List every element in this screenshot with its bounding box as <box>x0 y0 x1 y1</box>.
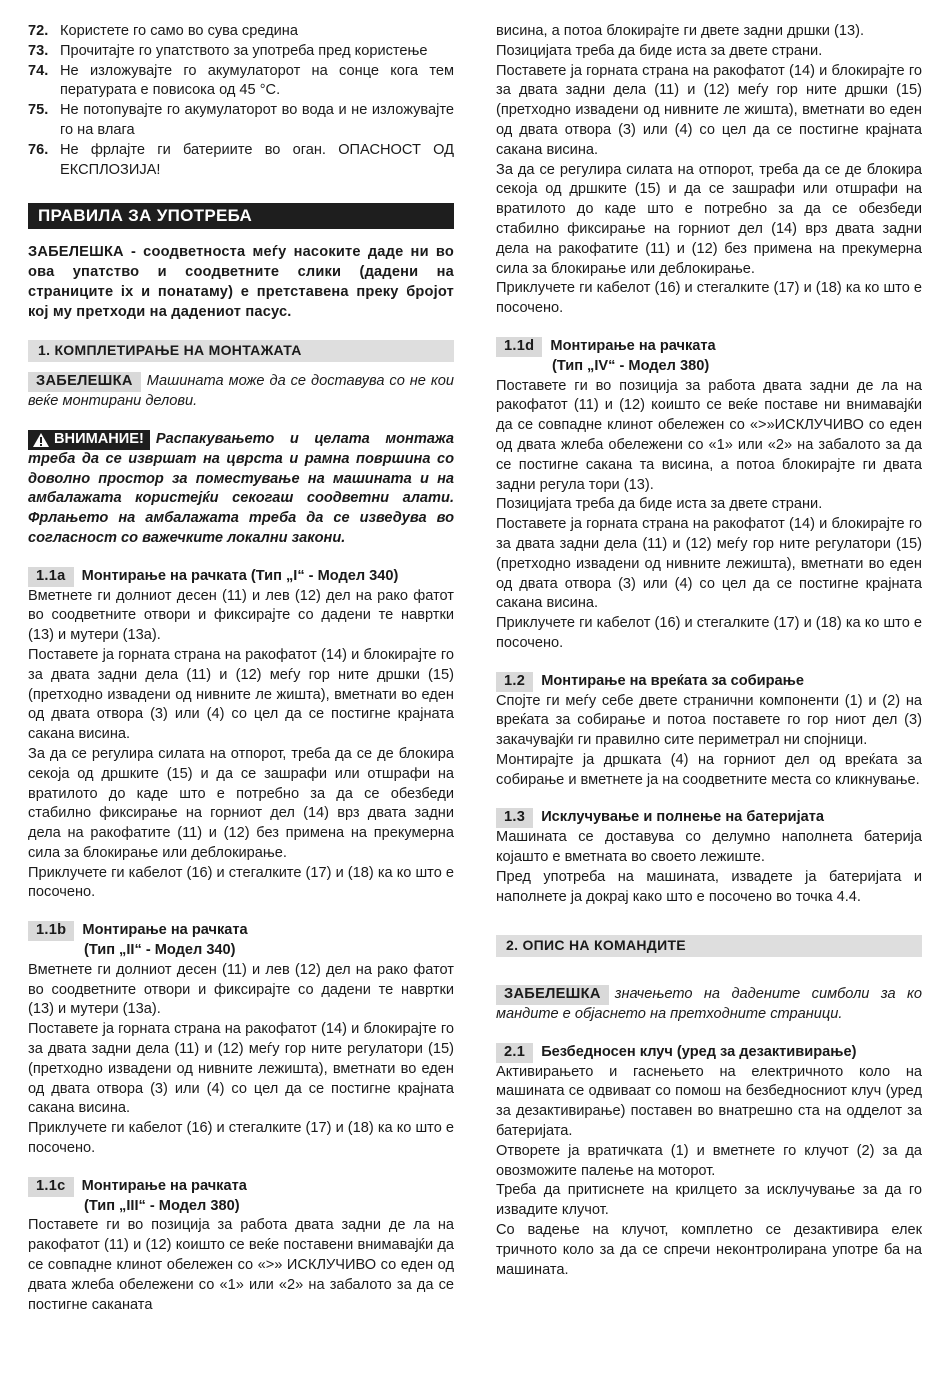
heading-subtitle: (Тип „IV“ - Модел 380) <box>552 357 710 374</box>
section-tag: 1.1a <box>28 567 74 587</box>
intro-note: ЗАБЕЛЕШКА - соодветноста меѓу насоките даде ни во ова упатство и соодветните слики (дадени на страниците iх и понатаму) е претставена преку бројот кој му претходи на дадениот пасус. <box>28 244 454 320</box>
warning-badge <box>28 430 150 450</box>
list-item: 75. Не потопувајте го акумулаторот во вода и не изложувајте го на влага <box>28 102 454 138</box>
warning-block <box>28 430 454 549</box>
right-column <box>496 22 922 1280</box>
heading-1-1b <box>28 921 454 961</box>
paragraph: Машината се доставува со делумно наполнета батерија којашто е вметната во своето лежиште. <box>496 829 922 866</box>
list-item: 74. Не изложувајте го акумулаторот на сонце кога тем пературата е повисока од 45 °С. <box>28 62 454 99</box>
heading-subtitle: (Тип „III“ - Модел 380) <box>84 1197 240 1214</box>
paragraph: Отворете ја вратичката (1) и вметнете го клучот (2) за да овозможите палење на моторот. <box>496 1142 922 1179</box>
heading-1-1a <box>28 567 454 587</box>
list-item: 73. Прочитајте го упатството за употреба пред користење <box>28 42 428 59</box>
subsection-title-controls: 2. ОПИС НА КОМАНДИТЕ <box>496 935 922 957</box>
heading-title: Монтирање на рачката <box>550 337 716 354</box>
paragraph: Поставете ја горната страна на ракофатот (14) и блокирајте го за двата задни дела (11) и (12) меѓу гор ните регулатори (15) (претходно извадени од нивните лежишта), вметнати во еден од двата отвора (3) или (4) со цел да се постигне крајната сакана висина. <box>496 516 922 612</box>
heading-title: Монтирање на вреќата за собирање <box>541 672 804 689</box>
warning-triangle-icon <box>32 432 50 448</box>
subsection-title-assembly: 1. КОМПЛЕТИРАЊЕ НА МОНТАЖАТА <box>28 340 454 362</box>
paragraph: Вметнете ги долниот десен (11) и лев (12) дел на рако фатот во соодветните отвори и фиксирајте со дадени те навртки (13) и мутери (13а). <box>28 587 454 644</box>
note-text: Машината може да се доставува со не кои веќе монтирани делови. <box>28 373 454 409</box>
heading-1-2 <box>496 672 922 692</box>
paragraph: Поставете ги во позиција за работа двата задни де ла на ракофатот (11) и (12) коишто се веќе поставе ни внимавајќи да се совпадне клинот обележен со «>»ИСКЛУЧИВО со еден од двата жлеба обележени со «1» или «2» на забалото за да се постигне сакана та висина, а потоа блокирајте ги двата задни регула тори (13). <box>496 377 922 493</box>
heading-1-1d <box>496 337 922 377</box>
paragraph: За да се регулира силата на отпорот, треба да се де блокира секоја од дршките (15) и да се зашрафи или отшрафи на вратилото до каде што е потребно за да се обезбеди стабилно фиксирање на горниот дел (14) врз двата задни дела на ракофатите (11) и (12) без примена на прекумерна сила за блокирање или деблокирање. <box>28 745 454 861</box>
warning-text: Распакувањето и целата монтажа треба да се извршат на цврста и рамна површина со доволно простор за поместување на машината и на амбалажата користејќи секогаш соодветни алати. Фрлањето на амбалажата треба да се изведува во согласност со важечките локални закони. <box>28 430 454 546</box>
list-item: 76. Не фрлајте ги батериите во оган. ОПАСНОСТ ОД ЕКСПЛОЗИЈА! <box>28 141 454 178</box>
heading-title: Исклучување и полнење на батеријата <box>541 809 825 826</box>
heading-2-1 <box>496 1043 922 1063</box>
section-tag: 1.1d <box>496 337 542 357</box>
paragraph: Вметнете ги долниот десен (11) и лев (12) дел на рако фатот во соодветните отвори и фиксирајте со дадени те навртки (13) и мутери (13а). <box>28 961 454 1018</box>
heading-subtitle: (Тип „II“ - Модел 340) <box>84 942 236 959</box>
paragraph: Спојте ги меѓу себе двете странични компоненти (1) и (2) на вреќата за собирање и потоа поставете го гор ниот дел (3) закачувајќи ги правилно сите периметрал ни спојници. <box>496 692 922 749</box>
paragraph: Позицијата треба да биде иста за двете страни. <box>496 496 823 513</box>
paragraph: Приклучете ги кабелот (16) и стегалките (17) и (18) ка ко што е посочено. <box>496 280 922 317</box>
list-item: 72. Користете го само во сува средина <box>28 23 298 39</box>
note-label: ЗАБЕЛЕШКА <box>28 372 141 392</box>
paragraph: Треба да притиснете на крилцето за исклучување за да го извадите клучот. <box>496 1182 922 1219</box>
paragraph: висина, а потоа блокирајте ги двете задни дршки (13). <box>496 23 864 39</box>
section-title-usage-rules: ПРАВИЛА ЗА УПОТРЕБА <box>28 203 454 229</box>
paragraph: Поставете ја горната страна на ракофатот (14) и блокирајте го за двата задни дела (11) и (12) меѓу гор ните регулатори (15) (претходно извадени од нивните лежишта), вметнати во еден од двата отвора (3) или (4) со цел да се постигне крајната сакана висина. <box>28 1021 454 1117</box>
safety-list <box>28 22 454 180</box>
heading-title: Монтирање на рачката <box>82 922 248 939</box>
section-tag: 1.1b <box>28 921 74 941</box>
heading-title: Безбедносен клуч (уред за дезактивирање) <box>541 1043 857 1060</box>
paragraph: Со вадење на клучот, комплетно се дезактивира елек тричното коло за да се спречи неконтролирана употре ба на машината. <box>496 1222 922 1278</box>
paragraph: За да се регулира силата на отпорот, треба да се де блокира секоја од дршките (15) и да се зашрафи или отшрафи на вратилото до каде што е потребно за да се обезбеди стабилно фиксирање на горниот дел (14) врз двата задни дела на ракофатите (11) и (12) без примена на прекумерна сила за блокирање или деблокирање. <box>496 161 922 277</box>
heading-title: Монтирање на рачката <box>81 1177 247 1194</box>
note-label: ЗАБЕЛЕШКА <box>496 985 609 1005</box>
note-parts <box>28 372 454 412</box>
heading-title: Монтирање на рачката (Тип „I“ - Модел 340) <box>81 567 399 584</box>
heading-1-3 <box>496 808 922 828</box>
paragraph: Поставете ја горната страна на ракофатот (14) и блокирајте го за двата задни дела (11) и (12) меѓу гор ните дршки (15) (претходно извадени од нивните ле жишта), вметнати во еден од двата отвора (3) или (4) со цел да се постигне крајната сакана висина. <box>496 62 922 158</box>
left-column <box>28 22 454 1315</box>
section-tag: 1.1c <box>28 1177 74 1197</box>
paragraph: Пред употреба на машината, извадете ја батеријата и наполнете ја докрај како што е посочено во точка 4.4. <box>496 868 922 905</box>
paragraph: Активирањето и гаснењето на електричното коло на машината се одвиваат со помош на безбедносниот клуч (уред за дезактивирање) поставен во внатрешно ста на одделот за батеријата. <box>496 1063 922 1140</box>
paragraph: Поставете ја горната страна на ракофатот (14) и блокирајте го за двата задни дела (11) и (12) меѓу гор ните дршки (15) (претходно извадени од нивните ле жишта), вметнати во еден од двата отвора (3) или (4) со цел да се постигне крајната сакана висина. <box>28 646 454 743</box>
section-tag: 1.3 <box>496 808 533 828</box>
paragraph: Позицијата треба да биде иста за двете страни. <box>496 42 823 59</box>
paragraph: Приклучете ги кабелот (16) и стегалките (17) и (18) ка ко што е посочено. <box>496 615 922 651</box>
paragraph: Монтирајте ја дршката (4) на горниот дел од вреќата за собирање и вметнете ја на соодветните места со кликнување. <box>496 751 922 788</box>
paragraph: Приклучете ги кабелот (16) и стегалките (17) и (18) ка ко што е посочено. <box>28 864 454 901</box>
note-symbols <box>496 985 922 1025</box>
paragraph: Приклучете ги кабелот (16) и стегалките (17) и (18) ка ко што е посочено. <box>28 1120 454 1157</box>
paragraph: Поставете ги во позиција за работа двата задни де ла на ракофатот (11) и (12) коишто се веќе поставени внимавајќи да се совпадне клинот обележен со «>» ИСКЛУЧИВО со еден од двата жлеба обележени со «1» или «2» на забалото за да се постигне саканата <box>28 1217 454 1313</box>
warning-label: ВНИМАНИЕ! <box>54 430 144 447</box>
heading-1-1c <box>28 1177 454 1217</box>
section-tag: 2.1 <box>496 1043 533 1063</box>
note-text: значењето на дадените симболи за ко мандите е објаснето на претходните страници. <box>496 986 922 1023</box>
section-tag: 1.2 <box>496 672 533 692</box>
